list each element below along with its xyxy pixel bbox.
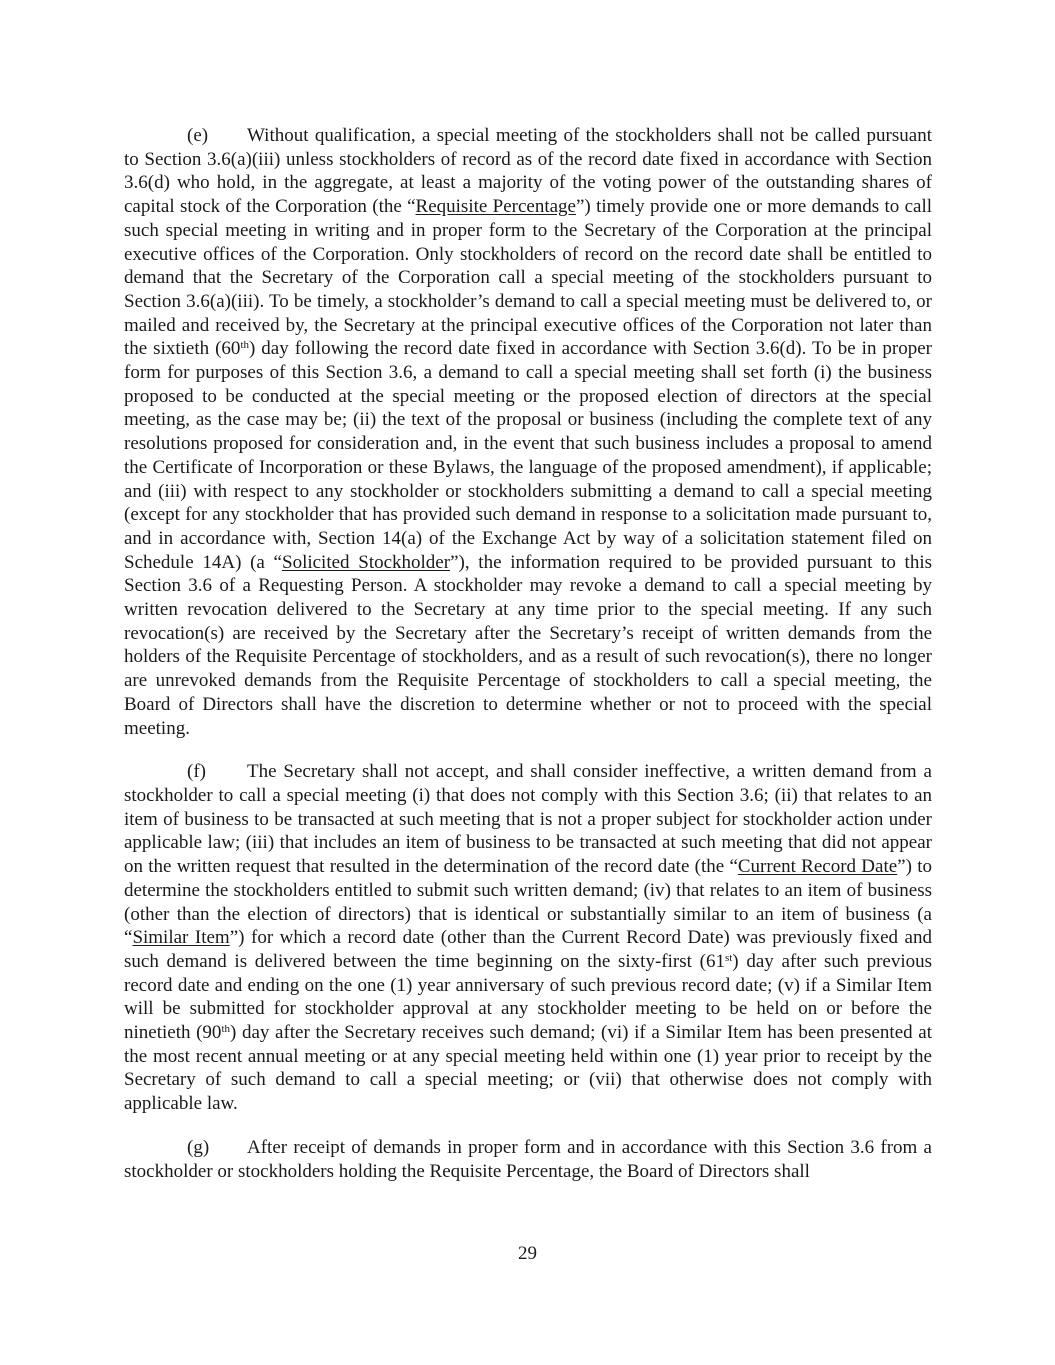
paragraph-e: [124, 124, 932, 740]
defined-term-similar-item: Similar Item: [132, 927, 230, 949]
ordinal-superscript: st: [724, 951, 733, 964]
paragraph-label: (e): [187, 125, 209, 146]
paragraph-f: [124, 760, 932, 1116]
paragraph-text: ) day after the Secretary receives such demand; (vi) if a Similar Item has been presented at the most recent annual meeting or at any special meeting held within one (1) year prior to receipt by the Secretary of such demand to call a special meeting; or (vii) that otherwise does not comply with applicable law.: [124, 1022, 932, 1115]
paragraph-text: ”), the information required to be provided pursuant to this Section 3.6 of a Requesting Person. A stockholder may revoke a demand to call a special meeting by written revocation delivered to the Secretary at any time prior to the special meeting. If any such revocation(s) are received by the Secretary after the Secretary’s receipt of written demands from the holders of the Requisite Percentage of stockholders, and as a result of such revocation(s), there no longer are unrevoked demands from the Requisite Percentage of stockholders to call a special meeting, the Board of Directors shall have the discretion to determine whether or not to proceed with the special meeting.: [124, 551, 933, 739]
paragraph-text: ) day after such previous record date and ending on the one (1) year anniversary of such previous record date; (v) if a Similar Item will be submitted for stockholder approval at any stockholder meeting to be held on or before the ninetieth (90: [124, 950, 932, 1044]
paragraph-text: ”) to determine the stockholders entitled to submit such written demand; (iv) that relates to an item of business (other than the election of directors) that is identical or substantially similar to an item of business (a “: [124, 856, 932, 949]
paragraph-label: (f): [187, 761, 206, 783]
paragraph-text: Without qualification, a special meeting of the stockholders shall not be called pursuant to Section 3.6(a)(iii) unless stockholders of record as of the record date fixed in accordance with Section 3.6(d) who hold, in the aggregate, at least a majority of the voting power of the outstanding shares of capital stock of the Corporation (the “: [124, 125, 932, 218]
defined-term-solicited-stockholder: Solicited Stockholder: [282, 551, 451, 573]
defined-term-current-record-date: Current Record Date: [737, 856, 898, 878]
paragraph-text: ”) for which a record date (other than the Current Record Date) was previously fixed and such demand is delivered between the time beginning on the sixty-first (61: [124, 927, 932, 972]
ordinal-superscript: th: [240, 339, 249, 352]
paragraph-text: The Secretary shall not accept, and shall consider ineffective, a written demand from a stockholder to call a special meeting (i) that does not comply with this Section 3.6; (ii) that relates to an item of business to be transacted at such meeting that is not a proper subject for stockholder action under applicable law; (iii) that includes an item of business to be transacted at such meeting that did not appear on the written request that resulted in the determination of the record date (the “: [124, 761, 932, 878]
defined-term-requisite-percentage: Requisite Percentage: [415, 196, 576, 218]
ordinal-superscript: th: [221, 1023, 230, 1036]
paragraph-text: After receipt of demands in proper form and in accordance with this Section 3.6 from a stockholder or stockholders holding the Requisite Percentage, the Board of Directors shall: [124, 1136, 932, 1182]
document-page: [124, 124, 932, 1203]
paragraph-label: (g): [187, 1136, 210, 1158]
paragraph-g: [124, 1136, 932, 1183]
paragraph-text: ”) timely provide one or more demands to call such special meeting in writing and in proper form to the Secretary of the Corporation at the principal executive offices of the Corporation. Only stockholders of record on the record date shall be entitled to demand that the Secretary of the Corporation call a special meeting of the stockholders pursuant to Section 3.6(a)(iii). To be timely, a stockholder’s demand to call a special meeting must be delivered to, or mailed and received by, the Secretary at the principal executive offices of the Corporation not later than the sixtieth (60: [124, 196, 932, 360]
page-number: 29: [518, 1243, 537, 1264]
paragraph-text: ) day following the record date fixed in accordance with Section 3.6(d). To be in proper form for purposes of this Section 3.6, a demand to call a special meeting shall set forth (i) the business proposed to be conducted at the special meeting or the proposed election of directors at the special meeting, as the case may be; (ii) the text of the proposal or business (including the complete text of any resolutions proposed for consideration and, in the event that such business includes a proposal to amend the Certificate of Incorporation or these Bylaws, the language of the proposed amendment), if applicable; and (iii) with respect to any stockholder or stockholders submitting a demand to call a special meeting (except for any stockholder that has provided such demand in response to a solicitation made pursuant to, and in accordance with, Section 14(a) of the Exchange Act by way of a solicitation statement filed on Schedule 14A) (a “: [124, 338, 932, 573]
